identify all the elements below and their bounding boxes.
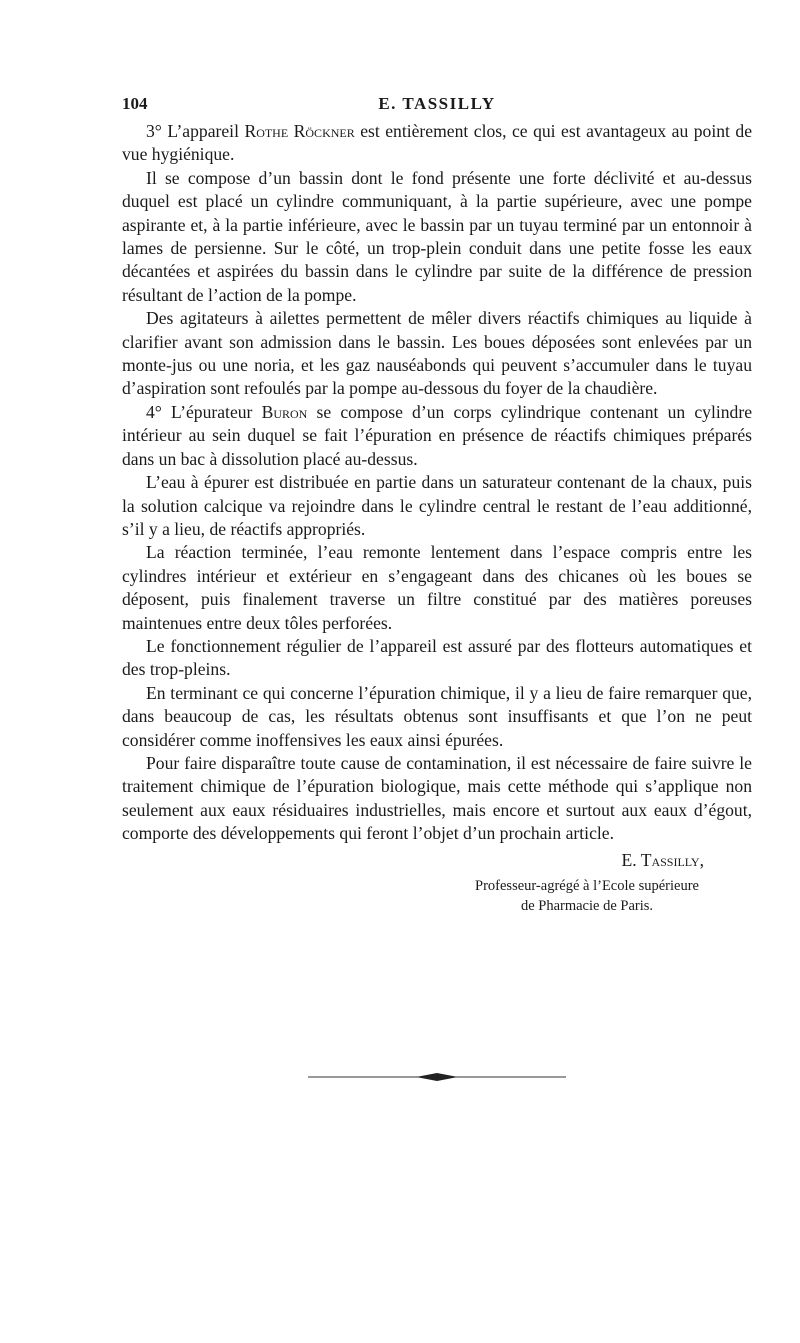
affiliation-line: Professeur-agrégé à l’Ecole supérieure: [475, 877, 699, 894]
paragraph-rothe-rockner: 3° L’appareil Rothe Röckner est entièrement clos, ce qui est avantageux au point de vue hygiénique.: [122, 121, 752, 165]
page-header: [122, 90, 752, 120]
running-head: E. TASSILLY: [378, 94, 496, 113]
apparatus-name: Buron: [261, 401, 308, 422]
paragraph: L’eau à épurer est distribuée en partie dans un saturateur contenant de la chaux, puis la solution calcique va rejoindre dans le cylindre central le restant de l’eau additionné, s’il y a lieu, de réactifs appropriés.: [122, 472, 752, 539]
page: [122, 90, 752, 916]
paragraph: Pour faire disparaître toute cause de contamination, il est nécessaire de faire suivre le traitement chimique de l’épuration biologique, mais cette méthode qui s’applique non seulement aux eaux résiduaires industrielles, mais encore et surtout aux eaux d’égout, comporte des développements qui feront l’objet d’un prochain article.: [122, 752, 752, 844]
paragraph: En terminant ce qui concerne l’épuration chimique, il y a lieu de faire remarquer que, dans beaucoup de cas, les résultats obtenus sont insuffisants et que l’on ne peut considérer comme inoffensives les eaux ainsi épurées.: [122, 682, 752, 750]
affiliation-line: de Pharmacie de Paris.: [520, 897, 654, 914]
author-signature: E. Tassilly,: [621, 849, 704, 870]
end-ornament-icon: [308, 1070, 566, 1084]
author-affiliation: [122, 876, 752, 916]
paragraph: Il se compose d’un bassin dont le fond présente une forte déclivité et au-dessus duquel est placé un cylindre communiquant, à la partie supérieure, avec une pompe aspirante et, à la partie inférieure, avec le bassin par un tuyau terminé par un entonnoir à lames de persienne. Sur le côté, un trop-plein conduit dans une petite fosse les eaux décantées et aspirées du bassin dans le cylindre par suite de la différence de pression résultant de l’action de la pompe.: [122, 167, 752, 305]
apparatus-name: Rothe Röckner: [244, 121, 355, 141]
paragraph-buron: 4° L’épurateur Buron se compose d’un corps cylindrique contenant un cylindre intérieur au sein duquel se fait l’épuration en présence de réactifs chimiques préparés dans un bac à dissolution placé au-dessus.: [122, 401, 753, 469]
article-body: [122, 120, 752, 846]
page-number: 104: [122, 94, 148, 113]
paragraph: Des agitateurs à ailettes permettent de mêler divers réactifs chimiques au liquide à clarifier avant son admission dans le bassin. Les boues déposées sont enlevées par un monte-jus ou une noria, et les gaz nauséabonds qui peuvent s’accumuler dans le tuyau d’aspiration sont refoulés par la pompe au-dessous du foyer de la chaudière.: [122, 308, 752, 399]
paragraph: Le fonctionnement régulier de l’appareil est assuré par des flotteurs automatiques et des trop-pleins.: [122, 635, 752, 680]
paragraph: La réaction terminée, l’eau remonte lentement dans l’espace compris entre les cylindres intérieur et extérieur en s’engageant dans des chicanes où les boues se déposent, puis finalement traverse un filtre constitué par des matières poreuses maintenues entre deux tôles perforées.: [122, 542, 752, 633]
